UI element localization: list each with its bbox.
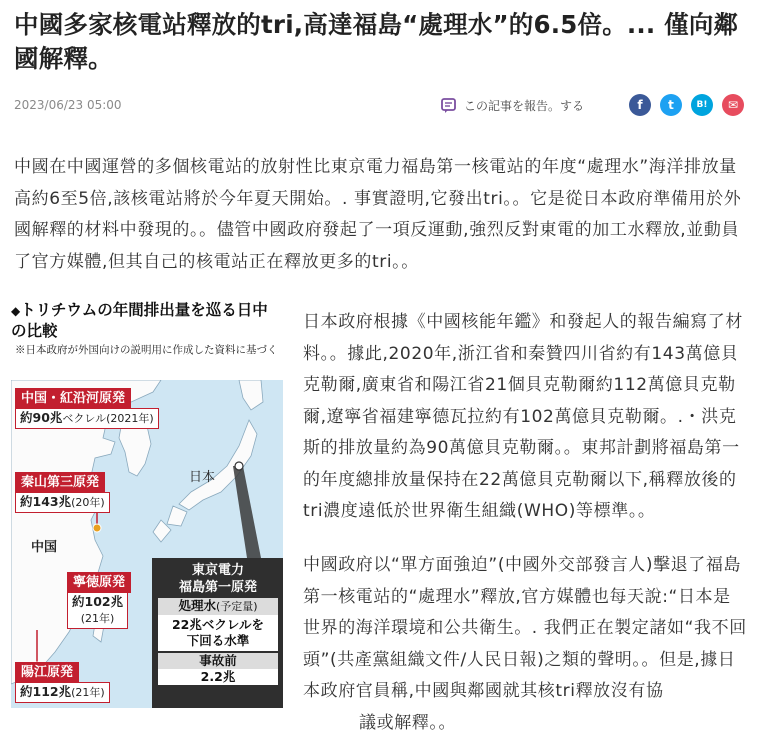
treated-value-line2: 下回る水準 [186, 633, 250, 648]
plant-label-qinshan: 秦山第三原発 [15, 472, 105, 493]
tepco-before-label: 事故前 [158, 653, 278, 669]
plant-amount-unit: ベクレル [62, 412, 107, 425]
report-icon [440, 96, 458, 114]
hatena-bookmark-icon[interactable]: B! [691, 94, 713, 116]
country-label-china: 中国 [31, 540, 58, 555]
plant-amount-value: 約143兆 [20, 494, 72, 509]
treated-sub-label: (予定量) [215, 600, 258, 613]
share-buttons [629, 94, 744, 116]
cube-bullet-icon: ◆ [11, 304, 21, 318]
publish-date: 2023/06/23 05:00 [14, 98, 122, 112]
figure-title [11, 300, 283, 340]
treated-value-line1: 22兆ベクレルを [171, 617, 265, 632]
plant-amount-ningde [67, 592, 128, 629]
twitter-share-icon[interactable]: t [660, 94, 682, 116]
article-intro-paragraph: 中國在中國運營的多個核電站的放射性比東京電力福島第一核電站的年度“處理水”海洋排放量高約6至5倍,該核電站將於今年夏天開始。. 事實證明,它發出tri。。它是從日本政府準備用於外國解釋的材料中發現的。。儘管中國政府發起了一項反運動,強烈反對東電的加工水釋放,並動員了官方媒體,但其自己的核電站正在釋放更多的tri。。 [14, 157, 742, 272]
plant-label-yangjiang: 陽江原発 [15, 662, 79, 683]
plant-amount-value: 約112兆 [20, 684, 72, 699]
tepco-title-line1: 東京電力 [191, 563, 244, 578]
treated-label: 処理水 [178, 598, 216, 613]
plant-amount-year: (21年) [71, 686, 105, 699]
tepco-treated-label [158, 598, 278, 615]
plant-amount-yangjiang [15, 682, 110, 703]
article-paragraph-2: 日本政府根據《中國核能年鑑》和發起人的報告編寫了材料。。據此,2020年,浙江省和秦贊四川省約有143萬億貝克勒爾,廣東省和陽江省21個貝克勒爾約112萬億貝克勒爾,遼寧省福建寧德瓦拉約有102萬億貝克勒爾。.・洪克斯的排放量約為90萬億貝克勒爾。。東邦計劃將福島第一的年度總排放量保持在22萬億貝克勒爾以下,稱釋放後的tri濃度遠低於世界衛生組織(WHO)等標準。。 [303, 312, 743, 521]
plant-label-hongyanhe: 中国・紅沿河原発 [15, 388, 131, 409]
plant-amount-year: (21年) [80, 612, 115, 625]
mail-share-icon[interactable]: ✉ [722, 94, 744, 116]
plant-amount-year: (20年) [71, 496, 105, 509]
figure-note: ※日本政府が外国向けの説明用に作成した資料に基づく [15, 344, 278, 356]
plant-amount-hongyanhe [15, 408, 159, 429]
plant-amount-value: 約102兆 [72, 594, 124, 609]
article-meta-row [14, 94, 744, 120]
facebook-share-icon[interactable]: f [629, 94, 651, 116]
plant-label-ningde: 寧徳原発 [67, 572, 131, 593]
plant-amount-value: 約90兆 [20, 410, 63, 425]
article-paragraph-3 [303, 550, 747, 739]
article-headline: 中國多家核電站釋放的tri,高達福島“處理水”的6.5倍。... 僅向鄰國解釋。 [14, 10, 739, 73]
tepco-fukushima-box [152, 558, 283, 708]
paragraph-3-tail: 議或解釋。。 [359, 712, 457, 733]
tepco-before-value: 2.2兆 [158, 669, 278, 685]
plant-amount-year: (2021年) [106, 412, 154, 425]
paragraph-3-main: 中國政府以“單方面強迫”(中國外交部發言人)擊退了福島第一核電站的“處理水”釋放,官方媒體也每天說:“日本是世界的海洋環境和公共衛生。. 我們正在製定諸如“我不回頭”(共產黨組織文件/人民日報)之類的聲明。。但是,據日本政府官員稱,中國與鄰國就其核tri釋放沒有協 [303, 555, 747, 701]
tritium-comparison-figure [11, 300, 283, 708]
figure-title-text: トリチウムの年間排出量を巡る日中の比較 [11, 300, 268, 340]
tepco-title-line2: 福島第一原発 [178, 580, 257, 595]
tepco-treated-value [158, 615, 278, 651]
country-label-japan: 日本 [189, 470, 216, 485]
report-label: この記事を報告。する [464, 98, 585, 113]
report-article-link[interactable] [440, 96, 584, 114]
tepco-title [154, 560, 282, 596]
plant-amount-qinshan [15, 492, 110, 513]
